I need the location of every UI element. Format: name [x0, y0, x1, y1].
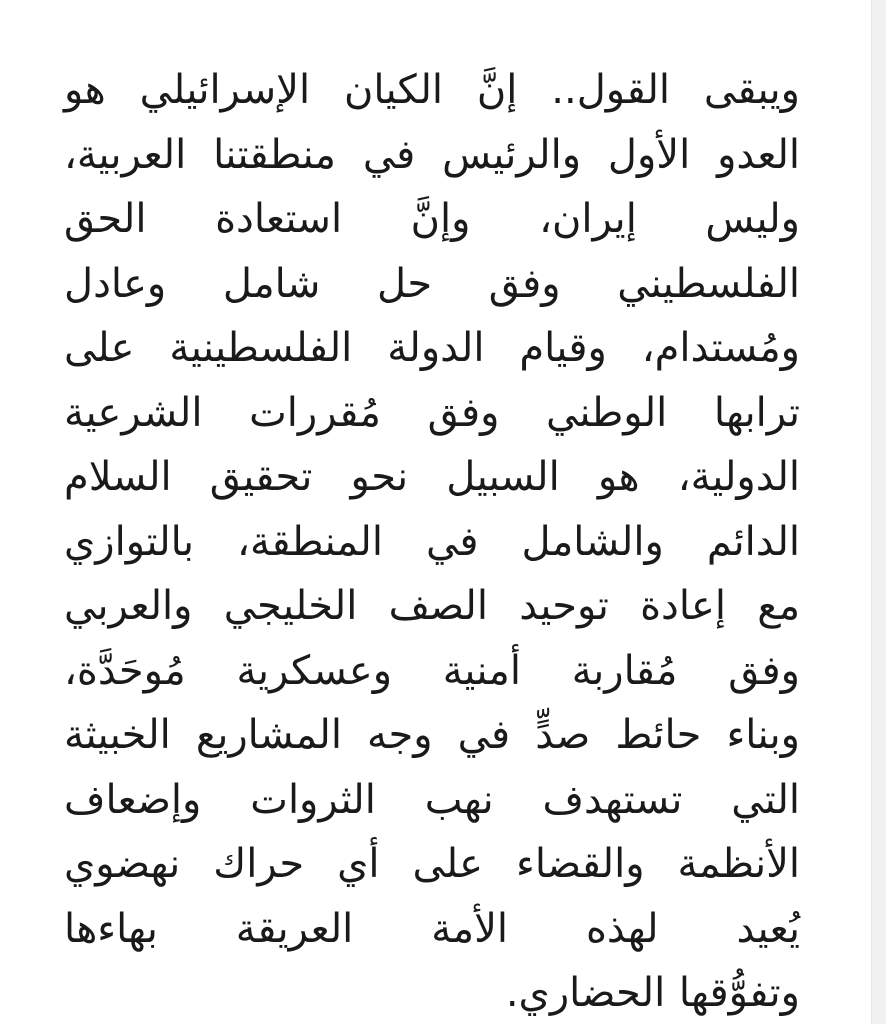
paragraph-line: الأنظمة والقضاء على أي حراك نهضوي [64, 841, 800, 887]
paragraph-line: يُعيد لهذه الأمة العريقة بهاءها [64, 905, 800, 952]
paragraph-line: الفلسطيني وفق حل شامل وعادل [64, 260, 800, 307]
paragraph-line: وليس إيران، وإنَّ استعادة الحق [64, 196, 800, 242]
paragraph-line: ترابها الوطني وفق مُقررات الشرعية [64, 389, 800, 436]
paragraph-line: ومُستدام، وقيام الدولة الفلسطينية على [64, 325, 800, 371]
paragraph-line: الدولية، هو السبيل نحو تحقيق السلام [64, 454, 800, 500]
paragraph-line: وبناء حائط صدٍّ في وجه المشاريع الخبيثة [64, 712, 800, 758]
paragraph-line: ويبقى القول.. إنَّ الكيان الإسرائيلي هو [64, 67, 800, 113]
paragraph-line: وفق مُقاربة أمنية وعسكرية مُوحَدَّة، [64, 647, 800, 694]
scrollbar-track[interactable] [871, 0, 886, 1024]
article-paragraph [64, 58, 800, 1024]
paragraph-line: الدائم والشامل في المنطقة، بالتوازي [64, 518, 800, 565]
paragraph-line: مع إعادة توحيد الصف الخليجي والعربي [64, 583, 800, 629]
paragraph-line: التي تستهدف نهب الثروات وإضعاف [64, 776, 800, 823]
paragraph-line: العدو الأول والرئيس في منطقتنا العربية، [64, 131, 800, 178]
paragraph-line-last: وتفوُّقها الحضاري. [505, 970, 800, 1016]
